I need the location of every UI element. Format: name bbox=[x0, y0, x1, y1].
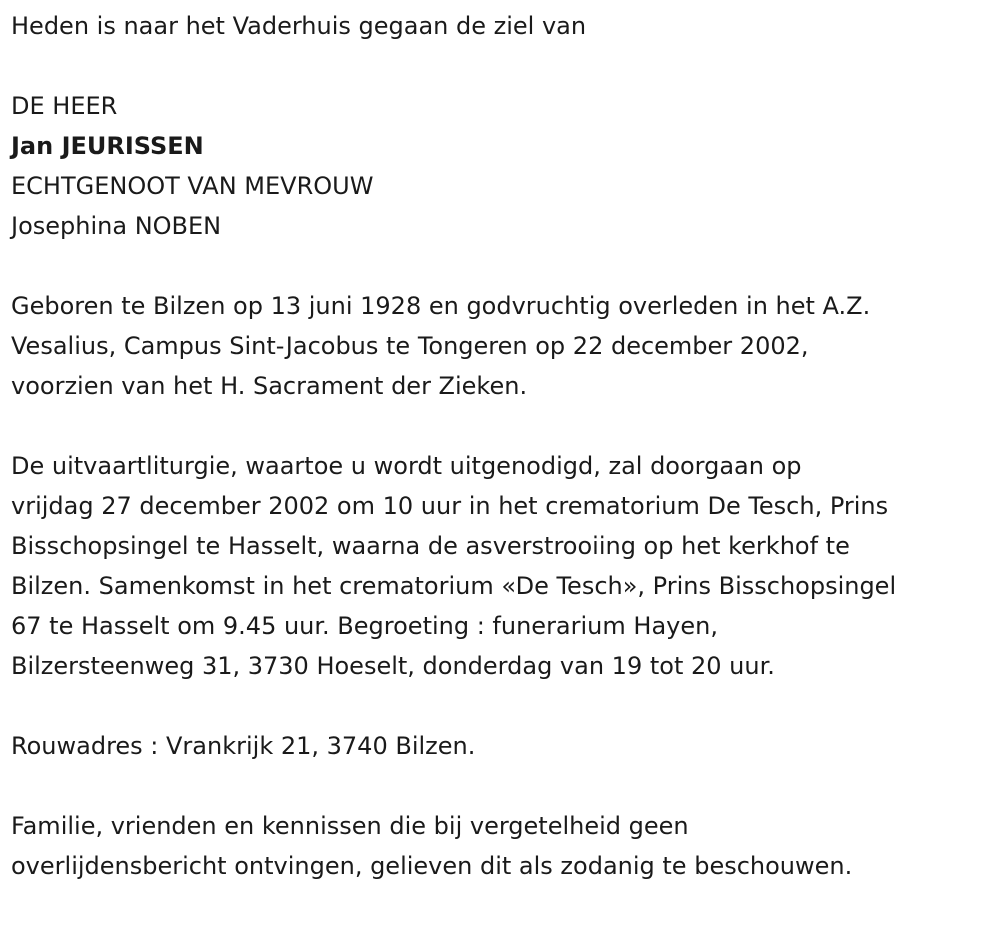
paragraph-line: De uitvaartliturgie, waartoe u wordt uitgenodigd, zal doorgaan op bbox=[11, 452, 802, 480]
paragraph-line: vrijdag 27 december 2002 om 10 uur in het crematorium De Tesch, Prins bbox=[11, 492, 889, 520]
paragraph-line: voorzien van het H. Sacrament der Zieken. bbox=[11, 372, 528, 400]
paragraph-line: 67 te Hasselt om 9.45 uur. Begroeting : funerarium Hayen, bbox=[11, 612, 718, 640]
spouse-label: ECHTGENOOT VAN MEVROUW bbox=[11, 172, 374, 200]
paragraph-line: Bilzen. Samenkomst in het crematorium «De Tesch», Prins Bisschopsingel bbox=[11, 572, 897, 600]
paragraph-line: Vesalius, Campus Sint-Jacobus te Tongeren op 22 december 2002, bbox=[11, 332, 809, 360]
paragraph-line: Bilzersteenweg 31, 3730 Hoeselt, donderdag van 19 tot 20 uur. bbox=[11, 652, 775, 680]
paragraph-line: Bisschopsingel te Hasselt, waarna de asverstrooiing op het kerkhof te bbox=[11, 532, 850, 560]
closing-paragraph bbox=[11, 806, 996, 886]
paragraph-line: Familie, vrienden en kennissen die bij vergetelheid geen bbox=[11, 812, 689, 840]
paragraph-line: Geboren te Bilzen op 13 juni 1928 en godvruchtig overleden in het A.Z. bbox=[11, 292, 871, 320]
intro-line: Heden is naar het Vaderhuis gegaan de ziel van bbox=[11, 12, 587, 40]
spouse-name: Josephina NOBEN bbox=[11, 212, 222, 240]
paragraph-line: overlijdensbericht ontvingen, gelieven dit als zodanig te beschouwen. bbox=[11, 852, 853, 880]
deceased-name: Jan JEURISSEN bbox=[11, 132, 204, 160]
birth-death-paragraph bbox=[11, 286, 996, 406]
funeral-paragraph bbox=[11, 446, 996, 686]
title-line: DE HEER bbox=[11, 92, 118, 120]
obituary-notice bbox=[11, 6, 996, 886]
mourning-address: Rouwadres : Vrankrijk 21, 3740 Bilzen. bbox=[11, 732, 476, 760]
